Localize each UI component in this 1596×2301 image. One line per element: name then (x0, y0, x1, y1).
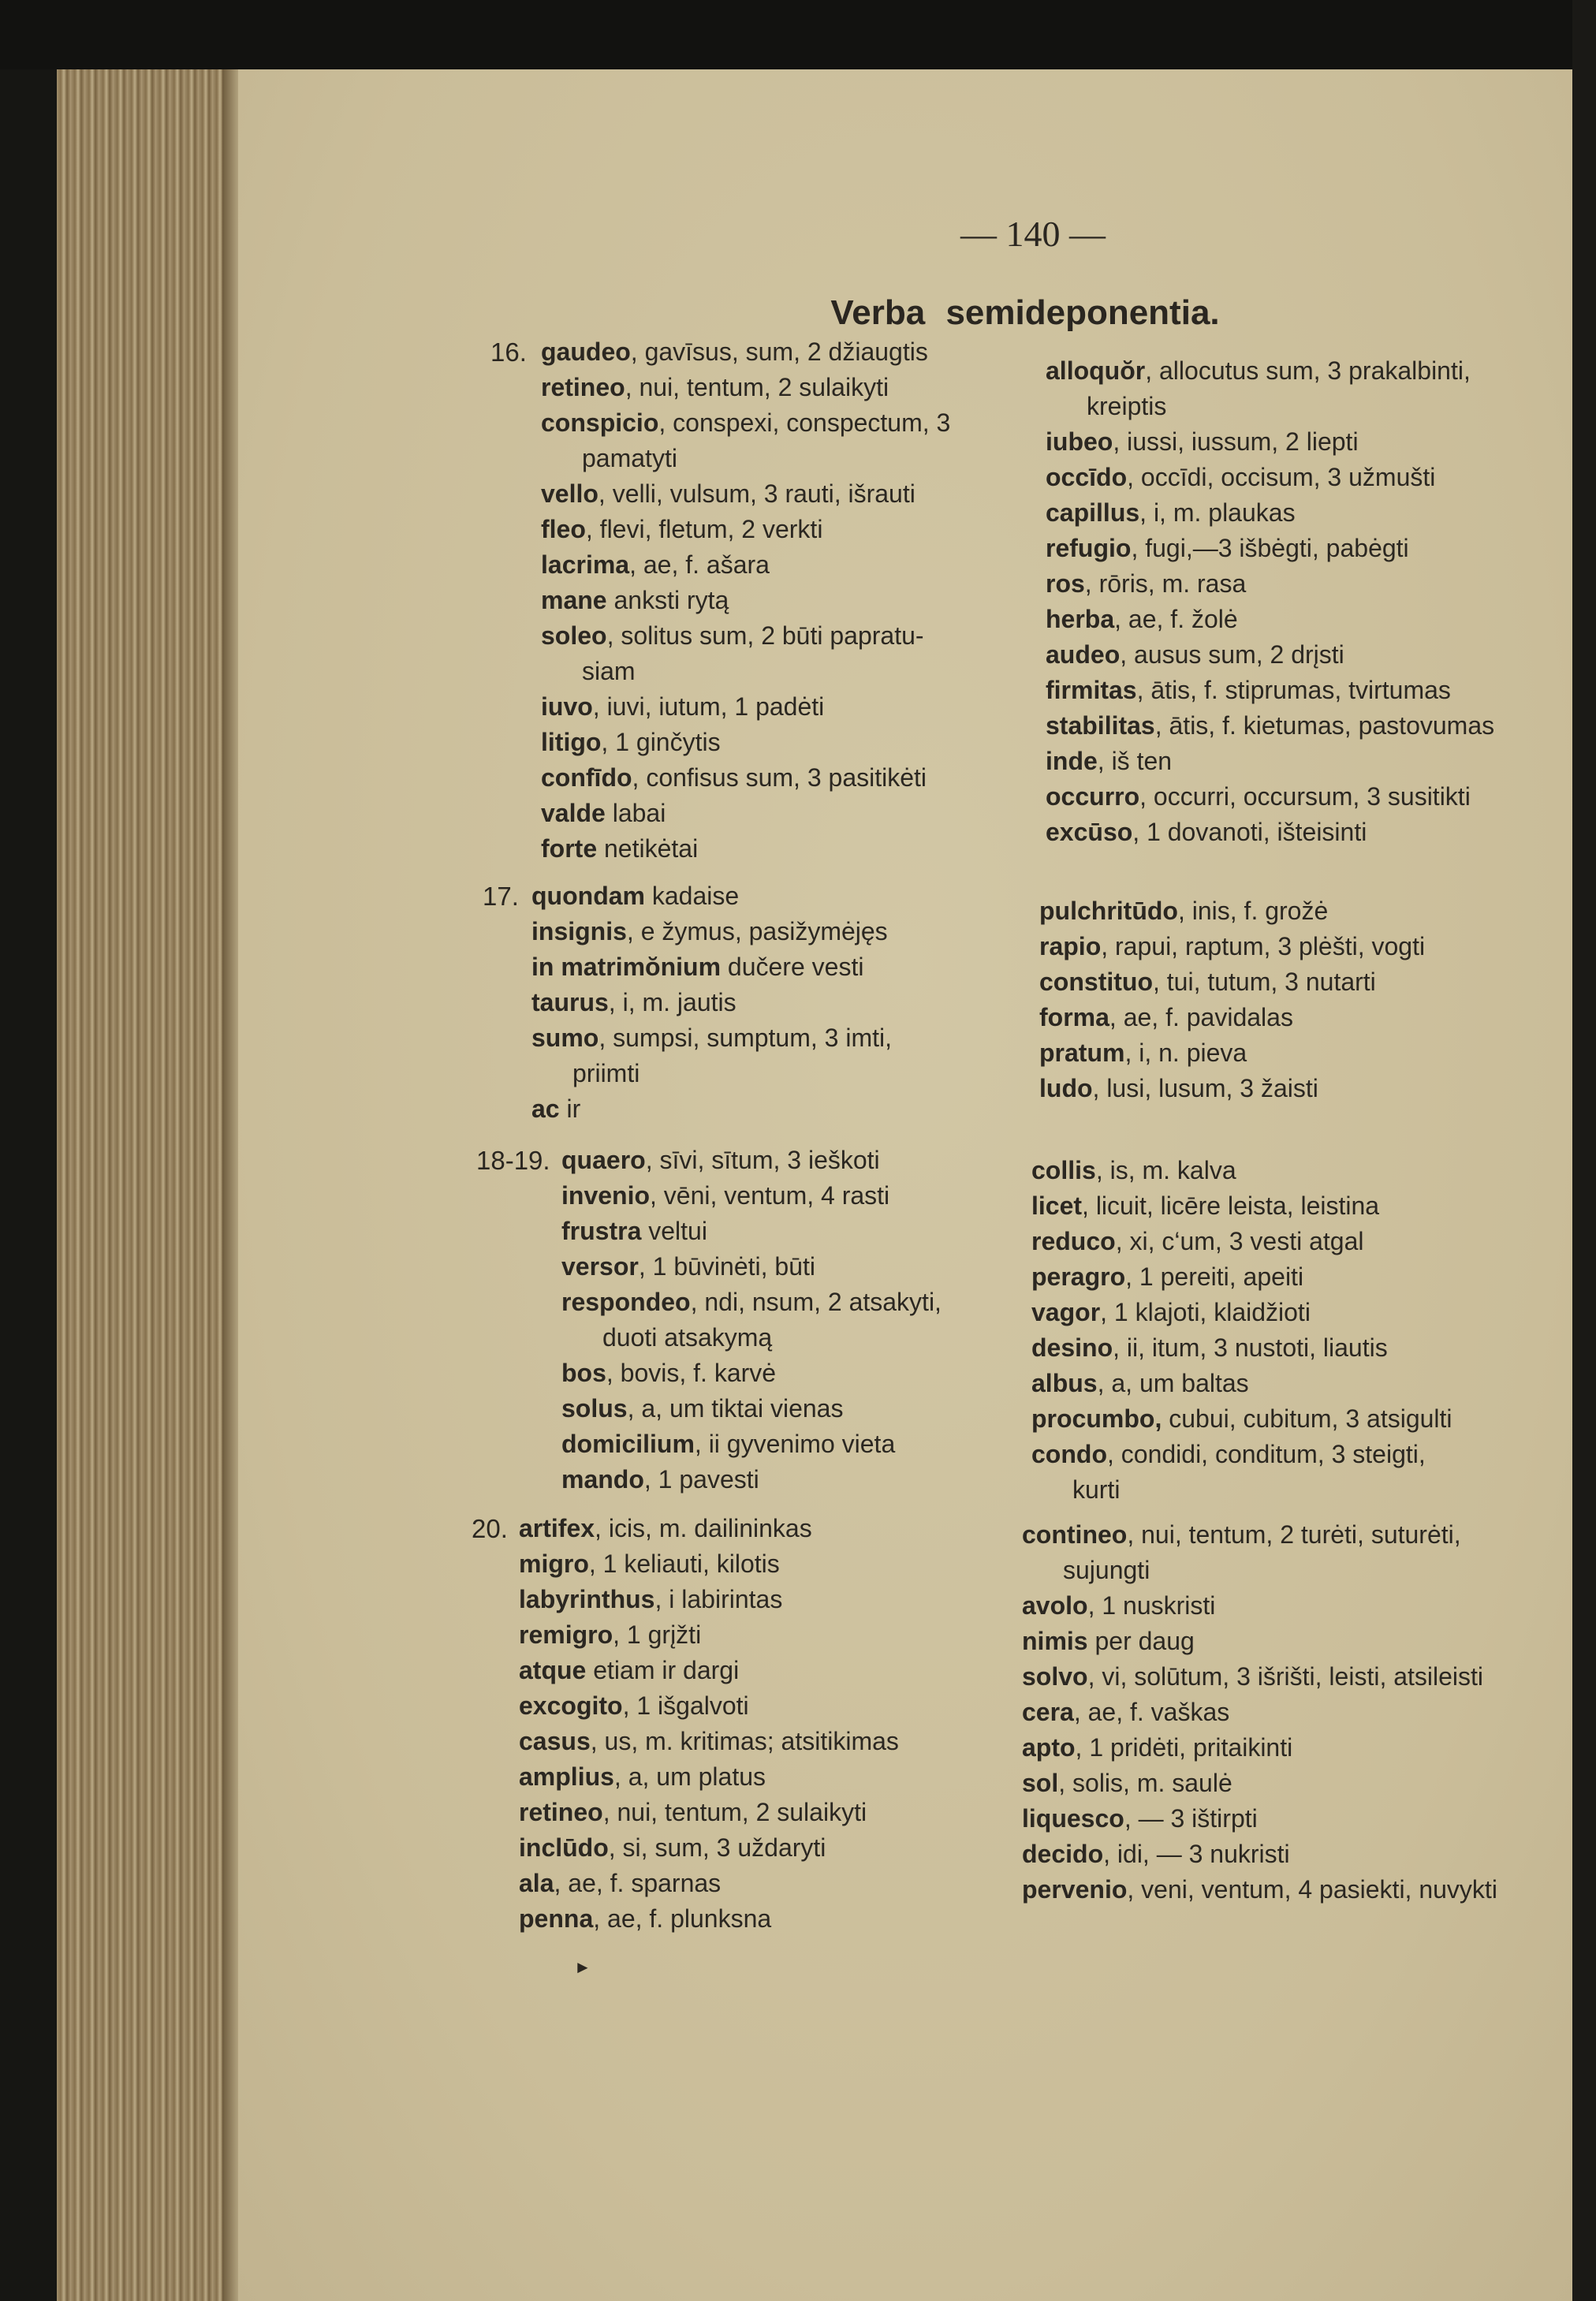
latin-headword: alloquŏr (1046, 356, 1146, 385)
entry-continuation: sujungti (1063, 1556, 1150, 1584)
vocab-entry (1031, 1366, 1452, 1401)
vocab-column-left (531, 878, 892, 1127)
vocab-entry (541, 760, 950, 796)
latin-headword: constituo (1039, 968, 1153, 996)
entry-definition: , a, um baltas (1097, 1369, 1249, 1397)
latin-headword: retineo (541, 373, 625, 401)
entry-definition: veltui (641, 1217, 707, 1245)
entry-definition: , — 3 ištirpti (1124, 1804, 1258, 1833)
entry-definition: , ae, f. žolė (1114, 605, 1238, 633)
section-number: 18-19. (476, 1146, 550, 1175)
vocab-entry (561, 1391, 942, 1426)
entry-definition: dučere vesti (721, 953, 864, 981)
entry-definition: , ii gyvenimo vieta (694, 1430, 896, 1458)
entry-definition: , ātis, f. kietumas, pastovumas (1154, 711, 1495, 740)
entry-definition: , i, n. pieva (1124, 1039, 1247, 1067)
vocab-entry (1022, 1659, 1497, 1695)
entry-continuation: duoti atsakymą (602, 1323, 773, 1352)
latin-headword: soleo (541, 621, 607, 650)
latin-headword: vagor (1031, 1298, 1101, 1326)
entry-definition: , sumpsi, sumptum, 3 imti, (598, 1024, 892, 1052)
vocab-column-right (1039, 893, 1425, 1106)
entry-definition: , ii, itum, 3 nustoti, liautis (1113, 1333, 1388, 1362)
vocab-entry (1046, 566, 1494, 602)
latin-headword: vello (541, 479, 598, 508)
latin-headword: remigro (519, 1620, 613, 1649)
latin-headword: licet (1031, 1192, 1083, 1220)
entry-definition: , ae, f. sparnas (554, 1869, 722, 1897)
vocab-column-left (561, 1143, 942, 1497)
vocab-entry (561, 1356, 942, 1391)
entry-definition: , a, um platus (613, 1762, 766, 1791)
latin-headword: reduco (1031, 1227, 1116, 1255)
vocab-entry (531, 949, 892, 985)
vocab-entry (1031, 1188, 1452, 1224)
latin-headword: invenio (561, 1181, 651, 1210)
vocab-entry (1031, 1401, 1452, 1437)
vocab-entry (1046, 779, 1494, 815)
vocab-entry (1046, 673, 1494, 708)
latin-headword: fleo (541, 515, 586, 543)
latin-headword: penna (519, 1904, 594, 1933)
vocab-entry (561, 1178, 942, 1214)
vocab-entry (541, 512, 950, 547)
latin-headword: decido (1022, 1840, 1104, 1868)
entry-definition: , bovis, f. karvė (606, 1359, 777, 1387)
latin-headword: gaudeo (541, 338, 631, 366)
latin-headword: ala (519, 1869, 554, 1897)
vocab-entry (541, 370, 950, 405)
entry-definition: , nui, tentum, 2 turėti, suturėti, (1127, 1520, 1461, 1549)
entry-definition: labai (605, 799, 666, 827)
entry-definition: , nui, tentum, 2 sulaikyti (625, 373, 889, 401)
vocab-entry (1039, 1035, 1425, 1071)
vocab-entry (541, 476, 950, 512)
vocab-entry (519, 1724, 899, 1759)
section-number: 20. (472, 1514, 508, 1543)
entry-definition: , sīvi, sītum, 3 ieškoti (645, 1146, 880, 1174)
entry-definition: , i, m. jautis (608, 988, 736, 1016)
entry-definition: , inis, f. grožė (1177, 897, 1329, 925)
vocab-entry (541, 334, 950, 370)
latin-headword: atque (519, 1656, 587, 1684)
vocab-entry (1022, 1695, 1497, 1730)
entry-definition: , vēni, ventum, 4 rasti (650, 1181, 890, 1210)
vocab-entry (1046, 353, 1494, 424)
vocab-entry (561, 1426, 942, 1462)
latin-headword: peragro (1031, 1262, 1126, 1291)
latin-headword: pulchritūdo (1039, 897, 1178, 925)
latin-headword: inde (1046, 747, 1098, 775)
entry-definition: , fugi,—3 išbėgti, pabėgti (1131, 534, 1409, 562)
vocab-entry (519, 1901, 899, 1937)
vocab-entry (1031, 1295, 1452, 1330)
latin-headword: solus (561, 1394, 628, 1423)
vocab-entry (1022, 1801, 1497, 1837)
entry-definition: , ausus sum, 2 drįsti (1120, 640, 1344, 669)
latin-headword: taurus (531, 988, 609, 1016)
entry-definition: , ātis, f. stiprumas, tvirtumas (1136, 676, 1451, 704)
section-number: 16. (490, 338, 527, 367)
entry-definition: , veni, ventum, 4 pasiekti, nuvykti (1127, 1875, 1497, 1904)
vocab-entry (1046, 708, 1494, 744)
latin-headword: ac (531, 1095, 560, 1123)
vocab-column-right (1022, 1517, 1497, 1908)
section-title: Verba semideponentia. (830, 293, 1220, 332)
vocab-entry (1039, 964, 1425, 1000)
vocab-entry (531, 985, 892, 1020)
latin-headword: quaero (561, 1146, 646, 1174)
vocab-entry (541, 725, 950, 760)
latin-headword: avolo (1022, 1591, 1088, 1620)
entry-definition: , 1 pridėti, pritaikinti (1075, 1733, 1293, 1762)
vocab-entry (541, 583, 950, 618)
latin-headword: pervenio (1022, 1875, 1128, 1904)
latin-headword: contineo (1022, 1520, 1128, 1549)
vocab-column-right (1031, 1153, 1452, 1508)
vocab-entry (1031, 1437, 1452, 1508)
entry-definition: per daug (1087, 1627, 1195, 1655)
entry-definition: , rapui, raptum, 3 plėšti, vogti (1101, 932, 1426, 960)
entry-definition: , ae, f. pavidalas (1109, 1003, 1293, 1031)
entry-definition: , 1 grįžti (613, 1620, 702, 1649)
latin-headword: excūso (1046, 818, 1133, 846)
latin-headword: conspicio (541, 408, 659, 437)
entry-definition: , i, m. plaukas (1139, 498, 1296, 527)
vocab-entry (561, 1143, 942, 1178)
vocab-entry (1046, 531, 1494, 566)
vocab-entry (531, 1091, 892, 1127)
entry-definition: , solis, m. saulė (1058, 1769, 1232, 1797)
vocab-column-left (519, 1511, 899, 1937)
vocab-entry (561, 1462, 942, 1497)
vocab-entry (519, 1511, 899, 1546)
entry-definition: ir (559, 1095, 581, 1123)
entry-definition: anksti rytą (606, 586, 729, 614)
vocab-entry (519, 1653, 899, 1688)
entry-definition: , allocutus sum, 3 prakalbinti, (1145, 356, 1471, 385)
entry-continuation: siam (582, 657, 636, 685)
entry-definition: , occurri, occursum, 3 susitikti (1139, 782, 1471, 811)
latin-headword: domicilium (561, 1430, 695, 1458)
latin-headword: frustra (561, 1217, 642, 1245)
vocab-entry (541, 796, 950, 831)
latin-headword: pratum (1039, 1039, 1125, 1067)
vocab-entry (519, 1582, 899, 1617)
latin-headword: migro (519, 1550, 589, 1578)
entry-definition: etiam ir dargi (586, 1656, 740, 1684)
vocab-entry (1039, 1071, 1425, 1106)
latin-headword: procumbo, (1031, 1404, 1162, 1433)
entry-definition: , iš ten (1097, 747, 1173, 775)
vocab-entry (1039, 893, 1425, 929)
entry-definition: , condidi, conditum, 3 steigti, (1106, 1440, 1426, 1468)
entry-definition: , 1 pereiti, apeiti (1125, 1262, 1304, 1291)
entry-definition: , conspexi, conspectum, 3 (658, 408, 951, 437)
vocab-entry (1022, 1517, 1497, 1588)
entry-definition: , iuvi, iutum, 1 padėti (592, 692, 825, 721)
latin-headword: rapio (1039, 932, 1102, 960)
entry-continuation: kreiptis (1087, 392, 1167, 420)
latin-headword: nimis (1022, 1627, 1088, 1655)
entry-definition: netikėtai (597, 834, 699, 863)
latin-headword: refugio (1046, 534, 1132, 562)
latin-headword: mando (561, 1465, 644, 1494)
vocab-column-right (1046, 353, 1494, 850)
vocab-entry (531, 1020, 892, 1091)
vocab-entry (519, 1617, 899, 1653)
entry-definition: , occīdi, occisum, 3 užmušti (1127, 463, 1436, 491)
entry-definition: , ae, f. ašara (629, 550, 770, 579)
entry-definition: , nui, tentum, 2 sulaikyti (602, 1798, 867, 1826)
latin-headword: audeo (1046, 640, 1121, 669)
vocab-entry (1031, 1153, 1452, 1188)
latin-headword: forma (1039, 1003, 1109, 1031)
vocab-entry (1046, 744, 1494, 779)
entry-definition: , is, m. kalva (1095, 1156, 1236, 1184)
entry-definition: , confisus sum, 3 pasitikėti (632, 763, 927, 792)
latin-headword: albus (1031, 1369, 1098, 1397)
entry-definition: , e žymus, pasižymėjęs (626, 917, 888, 945)
latin-headword: retineo (519, 1798, 603, 1826)
vocab-entry (519, 1688, 899, 1724)
vocab-entry (519, 1759, 899, 1795)
entry-definition: , lusi, lusum, 3 žaisti (1092, 1074, 1318, 1102)
entry-continuation: pamatyti (582, 444, 677, 472)
entry-definition: , iussi, iussum, 2 liepti (1113, 427, 1359, 456)
vocab-entry (519, 1830, 899, 1866)
scan-background-top (0, 0, 1596, 69)
vocab-entry (541, 689, 950, 725)
entry-continuation: kurti (1072, 1475, 1121, 1504)
entry-continuation: priimti (572, 1059, 640, 1087)
entry-definition: , ndi, nsum, 2 atsakyti, (690, 1288, 942, 1316)
scan-background-right (1572, 0, 1596, 2301)
entry-definition: , 1 nuskristi (1087, 1591, 1216, 1620)
latin-headword: condo (1031, 1440, 1107, 1468)
vocab-entry (1022, 1766, 1497, 1801)
entry-definition: , 1 išgalvoti (622, 1691, 749, 1720)
vocab-entry (561, 1214, 942, 1249)
latin-headword: in matrimŏnium (531, 953, 722, 981)
entry-definition: , si, sum, 3 uždaryti (608, 1833, 826, 1862)
entry-definition: , ae, f. plunksna (593, 1904, 772, 1933)
vocab-entry (1046, 815, 1494, 850)
vocab-entry (561, 1249, 942, 1285)
vocab-entry (1031, 1224, 1452, 1259)
vocab-entry (1022, 1624, 1497, 1659)
latin-headword: stabilitas (1046, 711, 1155, 740)
entry-definition: , 1 klajoti, klaidžioti (1100, 1298, 1311, 1326)
latin-headword: solvo (1022, 1662, 1088, 1691)
latin-headword: excogito (519, 1691, 623, 1720)
latin-headword: cera (1022, 1698, 1074, 1726)
entry-definition: , us, m. kritimas; atsitikimas (590, 1727, 899, 1755)
latin-headword: lacrima (541, 550, 630, 579)
vocab-entry (1046, 460, 1494, 495)
latin-headword: mane (541, 586, 607, 614)
latin-headword: amplius (519, 1762, 614, 1791)
entry-definition: , 1 būvinėti, būti (638, 1252, 815, 1281)
latin-headword: inclūdo (519, 1833, 609, 1862)
vocab-entry (1046, 637, 1494, 673)
arrow-mark-icon: ► (574, 1957, 591, 1977)
vocab-entry (1022, 1837, 1497, 1872)
entry-definition: , 1 ginčytis (601, 728, 721, 756)
vocab-entry (1039, 929, 1425, 964)
latin-headword: firmitas (1046, 676, 1137, 704)
entry-definition: , ae, f. vaškas (1073, 1698, 1230, 1726)
latin-headword: valde (541, 799, 606, 827)
vocab-entry (541, 831, 950, 867)
vocab-entry (1046, 424, 1494, 460)
section-number: 17. (483, 882, 519, 911)
latin-headword: herba (1046, 605, 1115, 633)
entry-definition: , 1 pavesti (643, 1465, 759, 1494)
entry-definition: , solitus sum, 2 būti papratu- (606, 621, 924, 650)
vocab-entry (1022, 1730, 1497, 1766)
vocab-entry (1039, 1000, 1425, 1035)
latin-headword: versor (561, 1252, 639, 1281)
latin-headword: occurro (1046, 782, 1140, 811)
latin-headword: forte (541, 834, 598, 863)
entry-definition: , flevi, fletum, 2 verkti (585, 515, 823, 543)
latin-headword: labyrinthus (519, 1585, 655, 1613)
book-page-edges (57, 69, 238, 2301)
entry-definition: , idi, — 3 nukristi (1103, 1840, 1290, 1868)
vocab-entry (541, 618, 950, 689)
vocab-entry (541, 547, 950, 583)
latin-headword: ros (1046, 569, 1085, 598)
latin-headword: respondeo (561, 1288, 691, 1316)
vocab-entry (1031, 1330, 1452, 1366)
latin-headword: iubeo (1046, 427, 1113, 456)
latin-headword: quondam (531, 882, 645, 910)
vocab-entry (1022, 1872, 1497, 1908)
latin-headword: liquesco (1022, 1804, 1124, 1833)
entry-definition: , i labirintas (654, 1585, 783, 1613)
entry-definition: , velli, vulsum, 3 rauti, išrauti (598, 479, 915, 508)
vocab-entry (561, 1285, 942, 1356)
entry-definition: , vi, solūtum, 3 išrišti, leisti, atsileisti (1087, 1662, 1484, 1691)
latin-headword: apto (1022, 1733, 1076, 1762)
vocab-column-left (541, 334, 950, 867)
latin-headword: capillus (1046, 498, 1140, 527)
vocab-entry (519, 1866, 899, 1901)
entry-definition: , icis, m. dailininkas (595, 1514, 812, 1542)
vocab-entry (541, 405, 950, 476)
vocab-entry (1031, 1259, 1452, 1295)
entry-definition: , 1 keliauti, kilotis (588, 1550, 780, 1578)
latin-headword: iuvo (541, 692, 593, 721)
vocab-entry (531, 878, 892, 914)
vocab-entry (1022, 1588, 1497, 1624)
entry-definition: cubui, cubitum, 3 atsigulti (1162, 1404, 1452, 1433)
latin-headword: sumo (531, 1024, 599, 1052)
vocab-entry (1046, 495, 1494, 531)
vocab-entry (519, 1795, 899, 1830)
vocab-entry (531, 914, 892, 949)
latin-headword: confīdo (541, 763, 632, 792)
latin-headword: casus (519, 1727, 591, 1755)
latin-headword: bos (561, 1359, 606, 1387)
vocab-entry (1046, 602, 1494, 637)
entry-definition: , tui, tutum, 3 nutarti (1152, 968, 1376, 996)
vocab-entry (519, 1546, 899, 1582)
entry-definition: kadaise (644, 882, 740, 910)
latin-headword: ludo (1039, 1074, 1093, 1102)
entry-definition: , xi, c‘um, 3 vesti atgal (1115, 1227, 1364, 1255)
latin-headword: sol (1022, 1769, 1059, 1797)
latin-headword: occīdo (1046, 463, 1128, 491)
entry-definition: , gavīsus, sum, 2 džiaugtis (630, 338, 928, 366)
entry-definition: , licuit, licēre leista, leistina (1082, 1192, 1380, 1220)
latin-headword: collis (1031, 1156, 1096, 1184)
page-number: — 140 — (960, 214, 1106, 254)
entry-definition: , a, um tiktai vienas (627, 1394, 844, 1423)
latin-headword: desino (1031, 1333, 1113, 1362)
latin-headword: litigo (541, 728, 602, 756)
latin-headword: artifex (519, 1514, 595, 1542)
latin-headword: insignis (531, 917, 627, 945)
entry-definition: , 1 dovanoti, išteisinti (1132, 818, 1367, 846)
entry-definition: , rōris, m. rasa (1084, 569, 1247, 598)
